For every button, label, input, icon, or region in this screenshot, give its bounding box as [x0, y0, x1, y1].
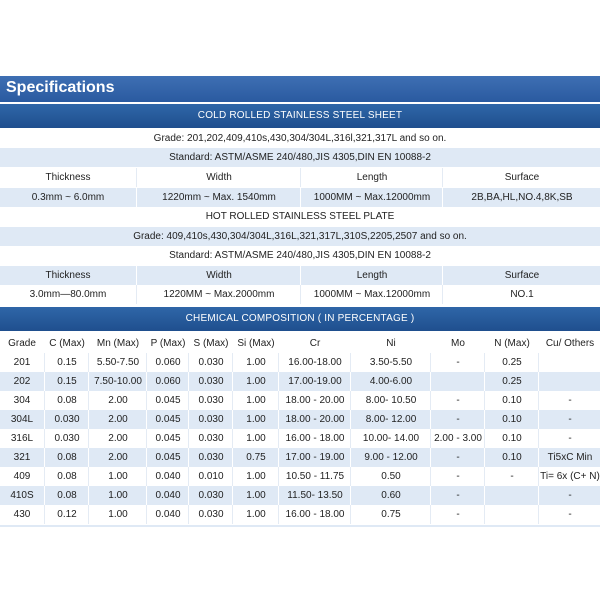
chemical-cell-s: 0.030	[188, 448, 233, 467]
table-row	[0, 429, 600, 448]
hot-standard-row	[0, 246, 600, 265]
hot-thickness-header: Thickness	[45, 270, 91, 281]
chemical-cell-grade: 410S	[10, 490, 34, 501]
chemical-cell-c: 0.15	[44, 372, 89, 391]
chemical-cell-s: 0.030	[188, 391, 233, 410]
chemical-cell-cr: 10.50 - 11.75	[278, 467, 351, 486]
chemical-cell-cr: 16.00 - 18.00	[278, 505, 351, 524]
chemical-cell-grade: 430	[13, 509, 31, 520]
chemical-cell-si: 1.00	[232, 353, 279, 372]
chemical-cell-mn: 2.00	[88, 448, 147, 467]
chemical-cell-ni: 9.00 - 12.00	[350, 448, 431, 467]
chemical-cell-mo: 2.00 - 3.00	[430, 429, 485, 448]
table-row	[0, 391, 600, 410]
chemical-header-ni: Ni	[350, 334, 431, 353]
chemical-cell-c: 0.030	[44, 429, 89, 448]
chemical-cell-ni: 3.50-5.50	[350, 353, 431, 372]
chemical-cell-s: 0.030	[188, 353, 233, 372]
cold-standard-row	[0, 148, 600, 167]
chemical-cell-cu-others: -	[538, 486, 600, 505]
hot-header-row	[0, 266, 600, 285]
chemical-header-row	[0, 334, 600, 353]
chemical-cell-cr: 18.00 - 20.00	[278, 391, 351, 410]
banner-title: Specifications	[6, 79, 115, 96]
chemical-cell-p: 0.045	[146, 391, 189, 410]
chemical-cell-si: 1.00	[232, 410, 279, 429]
table-row	[0, 505, 600, 524]
table-row	[0, 467, 600, 486]
cold-surface-header: Surface	[442, 168, 600, 187]
cold-grade-text: Grade: 201,202,409,410s,430,304/304L,316l,321,317L and so on.	[153, 133, 447, 144]
chemical-cell-cr: 17.00-19.00	[278, 372, 351, 391]
chemical-cell-s: 0.030	[188, 505, 233, 524]
chemical-cell-grade: 409	[13, 471, 31, 482]
chemical-cell-n	[484, 505, 539, 524]
chemical-cell-cr: 18.00 - 20.00	[278, 410, 351, 429]
chemical-header-cu-others: Cu/ Others	[538, 334, 600, 353]
chemical-cell-cr: 11.50- 13.50	[278, 486, 351, 505]
chemical-cell-cu-others: Ti= 6x (C+ N)	[538, 467, 600, 486]
cold-width-value: 1220mm ~ Max. 1540mm	[136, 188, 301, 207]
chemical-cell-c: 0.08	[44, 391, 89, 410]
chemical-cell-c: 0.030	[44, 410, 89, 429]
table-row	[0, 448, 600, 467]
chemical-cell-n	[484, 486, 539, 505]
cold-header-row	[0, 168, 600, 187]
chemical-header-n: N (Max)	[484, 334, 539, 353]
chemical-cell-c: 0.12	[44, 505, 89, 524]
chemical-cell-p: 0.045	[146, 429, 189, 448]
cold-grade-row	[0, 129, 600, 148]
chemical-cell-mn: 2.00	[88, 410, 147, 429]
hot-surface-value: NO.1	[442, 285, 600, 304]
chemical-header-si: Si (Max)	[232, 334, 279, 353]
chemical-cell-cr: 16.00-18.00	[278, 353, 351, 372]
cold-standard-text: Standard: ASTM/ASME 240/480,JIS 4305,DIN EN 10088-2	[169, 152, 431, 163]
hot-length-value: 1000MM ~ Max.12000mm	[300, 285, 443, 304]
chemical-cell-c: 0.08	[44, 467, 89, 486]
chemical-cell-p: 0.060	[146, 353, 189, 372]
chemical-cell-grade: 304	[13, 395, 31, 406]
chemical-cell-p: 0.045	[146, 410, 189, 429]
hot-rolled-heading-row	[0, 207, 600, 226]
chemical-cell-si: 1.00	[232, 429, 279, 448]
chemical-cell-cu-others: -	[538, 391, 600, 410]
chemical-header-mn: Mn (Max)	[88, 334, 147, 353]
cold-rolled-heading: COLD ROLLED STAINLESS STEEL SHEET	[0, 104, 600, 128]
chemical-cell-s: 0.030	[188, 429, 233, 448]
chemical-cell-cr: 16.00 - 18.00	[278, 429, 351, 448]
chemical-cell-mo: -	[430, 486, 485, 505]
chemical-cell-grade: 316L	[10, 433, 34, 444]
chemical-heading: CHEMICAL COMPOSITION ( IN PERCENTAGE )	[0, 307, 600, 331]
chemical-cell-s: 0.010	[188, 467, 233, 486]
chemical-cell-ni: 8.00- 12.00	[350, 410, 431, 429]
chemical-cell-n: 0.10	[484, 429, 539, 448]
chemical-cell-n: 0.10	[484, 391, 539, 410]
chemical-cell-mo: -	[430, 391, 485, 410]
chemical-cell-cu-others: -	[538, 410, 600, 429]
chemical-cell-n: 0.10	[484, 448, 539, 467]
hot-width-value: 1220MM ~ Max.2000mm	[136, 285, 301, 304]
hot-width-header: Width	[136, 266, 301, 285]
hot-surface-header: Surface	[442, 266, 600, 285]
chemical-cell-ni: 8.00- 10.50	[350, 391, 431, 410]
chemical-cell-ni: 10.00- 14.00	[350, 429, 431, 448]
chemical-cell-s: 0.030	[188, 486, 233, 505]
table-row	[0, 372, 600, 391]
chemical-header-grade: Grade	[8, 338, 36, 349]
chemical-cell-n: 0.25	[484, 372, 539, 391]
hot-length-header: Length	[300, 266, 443, 285]
table-row	[0, 410, 600, 429]
chemical-cell-mo: -	[430, 353, 485, 372]
chemical-cell-c: 0.08	[44, 486, 89, 505]
hot-values-row	[0, 285, 600, 304]
hot-standard-text: Standard: ASTM/ASME 240/480,JIS 4305,DIN EN 10088-2	[169, 250, 431, 261]
chemical-cell-grade: 304L	[10, 414, 34, 425]
chemical-cell-p: 0.040	[146, 505, 189, 524]
chemical-cell-mo: -	[430, 410, 485, 429]
chemical-cell-cu-others	[538, 353, 600, 372]
chemical-cell-grade: 202	[13, 376, 31, 387]
chemical-header-p: P (Max)	[146, 334, 189, 353]
chemical-cell-si: 1.00	[232, 372, 279, 391]
chemical-cell-cu-others: -	[538, 429, 600, 448]
chemical-cell-si: 1.00	[232, 486, 279, 505]
chemical-cell-n: 0.10	[484, 410, 539, 429]
chemical-cell-s: 0.030	[188, 372, 233, 391]
chemical-cell-grade: 321	[13, 452, 31, 463]
cold-width-header: Width	[136, 168, 301, 187]
chemical-cell-grade: 201	[13, 357, 31, 368]
hot-thickness-value: 3.0mm—80.0mm	[29, 289, 107, 300]
chemical-cell-n: 0.25	[484, 353, 539, 372]
chemical-header-c: C (Max)	[44, 334, 89, 353]
chemical-cell-cr: 17.00 - 19.00	[278, 448, 351, 467]
specifications-banner	[0, 76, 600, 102]
chemical-cell-mn: 1.00	[88, 486, 147, 505]
chemical-header-cr: Cr	[278, 334, 351, 353]
table-row	[0, 353, 600, 372]
hot-grade-text: Grade: 409,410s,430,304/304L,316L,321,317L,310S,2205,2507 and so on.	[133, 231, 467, 242]
cold-values-row	[0, 188, 600, 207]
chemical-cell-ni: 0.60	[350, 486, 431, 505]
bottom-strip	[0, 525, 600, 527]
chemical-cell-si: 1.00	[232, 467, 279, 486]
chemical-cell-cu-others	[538, 372, 600, 391]
cold-surface-value: 2B,BA,HL,NO.4,8K,SB	[442, 188, 600, 207]
cold-thickness-value: 0.3mm ~ 6.0mm	[31, 192, 105, 203]
chemical-cell-ni: 4.00-6.00	[350, 372, 431, 391]
chemical-cell-mn: 2.00	[88, 391, 147, 410]
chemical-header-mo: Mo	[430, 334, 485, 353]
chemical-cell-p: 0.045	[146, 448, 189, 467]
chemical-cell-mo: -	[430, 467, 485, 486]
chemical-cell-p: 0.060	[146, 372, 189, 391]
chemical-cell-si: 1.00	[232, 391, 279, 410]
chemical-cell-mn: 5.50-7.50	[88, 353, 147, 372]
chemical-cell-si: 1.00	[232, 505, 279, 524]
hot-rolled-heading: HOT ROLLED STAINLESS STEEL PLATE	[205, 211, 395, 222]
chemical-cell-mn: 2.00	[88, 429, 147, 448]
chemical-cell-mo: -	[430, 505, 485, 524]
hot-grade-row	[0, 227, 600, 246]
chemical-cell-p: 0.040	[146, 467, 189, 486]
chemical-cell-ni: 0.75	[350, 505, 431, 524]
cold-length-value: 1000MM ~ Max.12000mm	[300, 188, 443, 207]
chemical-cell-cu-others: -	[538, 505, 600, 524]
cold-thickness-header: Thickness	[45, 172, 91, 183]
chemical-cell-mo	[430, 372, 485, 391]
chemical-cell-p: 0.040	[146, 486, 189, 505]
chemical-header-s: S (Max)	[188, 334, 233, 353]
chemical-cell-n: -	[484, 467, 539, 486]
chemical-cell-mn: 7.50-10.00	[88, 372, 147, 391]
chemical-cell-mo: -	[430, 448, 485, 467]
chemical-cell-c: 0.08	[44, 448, 89, 467]
chemical-cell-mn: 1.00	[88, 505, 147, 524]
table-row	[0, 486, 600, 505]
chemical-cell-s: 0.030	[188, 410, 233, 429]
cold-length-header: Length	[300, 168, 443, 187]
chemical-cell-mn: 1.00	[88, 467, 147, 486]
chemical-cell-ni: 0.50	[350, 467, 431, 486]
chemical-cell-c: 0.15	[44, 353, 89, 372]
chemical-cell-cu-others: Ti5xC Min	[538, 448, 600, 467]
chemical-cell-si: 0.75	[232, 448, 279, 467]
